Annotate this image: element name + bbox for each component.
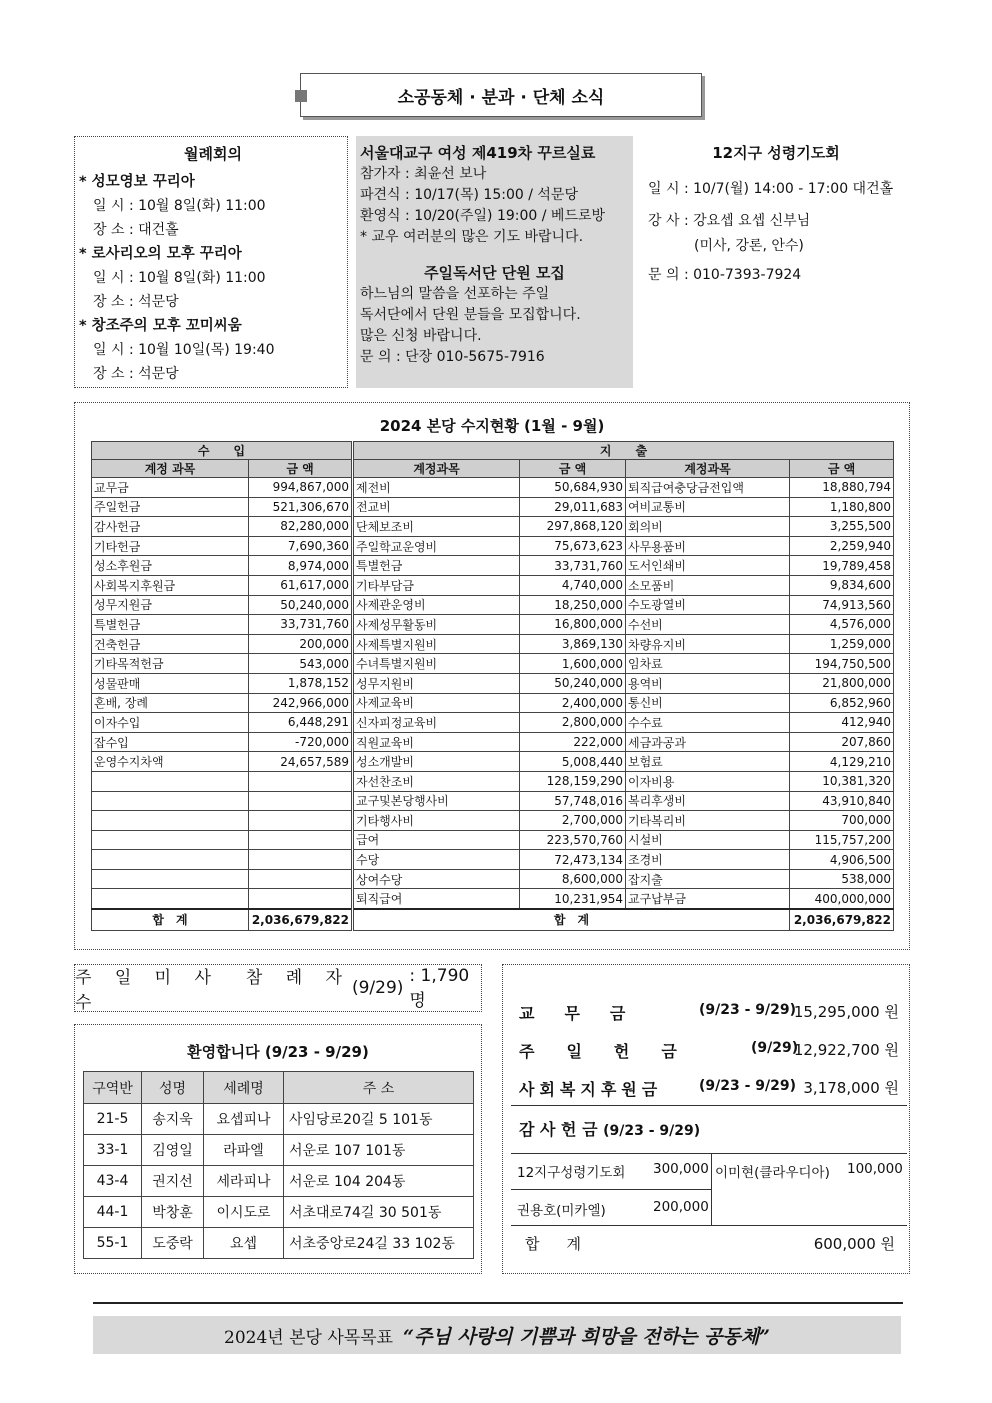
expense-account: 신자피정교육비 xyxy=(353,713,520,733)
gamsa-item-name: 권용호(미카엘) xyxy=(517,1203,606,1219)
expense-account: 소모품비 xyxy=(626,575,790,595)
table-row xyxy=(92,889,894,909)
income-account: 감사헌금 xyxy=(92,517,249,537)
income-account: 이자수입 xyxy=(92,713,249,733)
col-account: 계정 과목 xyxy=(92,460,249,478)
expense-account: 직원교육비 xyxy=(353,732,520,752)
income-amount: 1,878,152 xyxy=(249,673,353,693)
expense-account: 도서인쇄비 xyxy=(626,556,790,576)
expense-account: 단체보조비 xyxy=(353,517,520,537)
footer-banner xyxy=(93,1316,901,1354)
table-row xyxy=(92,752,894,772)
expense-account: 복리후생비 xyxy=(626,791,790,811)
expense-amount: 29,011,683 xyxy=(520,497,626,517)
expense-account: 회의비 xyxy=(626,517,790,537)
table-row xyxy=(92,811,894,831)
income-amount xyxy=(249,811,353,831)
footer-goal: “주님 사랑의 기쁨과 희망을 전하는 공동체” xyxy=(403,1325,770,1348)
income-amount: 6,448,291 xyxy=(249,713,353,733)
meeting-group-date: 일 시 : 10월 8일(화) 11:00 xyxy=(93,270,266,286)
meeting-group-place: 장 소 : 대건홀 xyxy=(93,222,179,238)
monthly-meeting-box xyxy=(74,136,348,388)
table-row xyxy=(92,771,894,791)
expense-account: 사제교육비 xyxy=(353,693,520,713)
juil-label: 주일헌금 xyxy=(519,1042,709,1061)
expense-amount: 19,789,458 xyxy=(790,556,894,576)
expense-amount: 50,684,930 xyxy=(520,478,626,498)
expense-amount: 1,600,000 xyxy=(520,654,626,674)
table-row xyxy=(84,1104,474,1135)
expense-amount: 400,000,000 xyxy=(790,889,894,909)
cursillo-line: 파견식 : 10/17(목) 15:00 / 석문당 xyxy=(360,187,578,203)
expense-amount: 2,400,000 xyxy=(520,693,626,713)
table-row xyxy=(92,575,894,595)
table-row xyxy=(92,517,894,537)
address-cell: 서운로 104 204동 xyxy=(284,1166,474,1197)
expense-amount: 412,940 xyxy=(790,713,894,733)
expense-account: 사무용품비 xyxy=(626,536,790,556)
expense-account: 임차료 xyxy=(626,654,790,674)
expense-amount: 700,000 xyxy=(790,811,894,831)
income-account: 기타헌금 xyxy=(92,536,249,556)
income-total-label: 합 계 xyxy=(92,909,249,931)
zone-cell: 44-1 xyxy=(84,1197,142,1228)
expense-amount: 5,008,440 xyxy=(520,752,626,772)
expense-amount: 16,800,000 xyxy=(520,615,626,635)
expense-amount: 21,800,000 xyxy=(790,673,894,693)
expense-account: 성소개발비 xyxy=(353,752,520,772)
gamsa-item-name: 이미현(클라우디아) xyxy=(715,1165,830,1181)
expense-amount: 207,860 xyxy=(790,732,894,752)
donations-box xyxy=(502,964,910,1274)
expense-account: 차량유지비 xyxy=(626,634,790,654)
income-account xyxy=(92,889,249,909)
baptism-cell: 세라피나 xyxy=(204,1166,284,1197)
meeting-group-place: 장 소 : 석문당 xyxy=(93,366,179,382)
expense-account: 기타복리비 xyxy=(626,811,790,831)
finance-box xyxy=(74,402,910,950)
expense-amount: 50,240,000 xyxy=(520,673,626,693)
income-amount: 994,867,000 xyxy=(249,478,353,498)
baptism-cell: 이시도로 xyxy=(204,1197,284,1228)
expense-header: 지 출 xyxy=(353,442,894,460)
gamsa-period: (9/23 - 9/29) xyxy=(603,1123,701,1139)
meeting-group-place: 장 소 : 석문당 xyxy=(93,294,179,310)
expense-account: 특별헌금 xyxy=(353,556,520,576)
attendance-box xyxy=(74,964,482,1012)
expense-amount: 538,000 xyxy=(790,869,894,889)
meeting-group-name: * 창조주의 모후 꼬미씨움 xyxy=(79,318,242,334)
section-header xyxy=(300,73,702,117)
expense-amount: 75,673,623 xyxy=(520,536,626,556)
expense-account: 주일학교운영비 xyxy=(353,536,520,556)
meeting-group-name: * 로사리오의 모후 꾸리아 xyxy=(79,246,242,262)
expense-total: 2,036,679,822 xyxy=(790,909,894,931)
expense-amount: 33,731,760 xyxy=(520,556,626,576)
income-total: 2,036,679,822 xyxy=(249,909,353,931)
income-account xyxy=(92,850,249,870)
name-cell: 김영일 xyxy=(142,1135,204,1166)
expense-amount: 72,473,134 xyxy=(520,850,626,870)
expense-amount: 6,852,960 xyxy=(790,693,894,713)
table-row xyxy=(84,1228,474,1259)
expense-amount: 74,913,560 xyxy=(790,595,894,615)
attendance-value: : 1,790 명 xyxy=(409,965,470,1011)
expense-account: 수당 xyxy=(353,850,520,870)
expense-account: 사제특별지원비 xyxy=(353,634,520,654)
expense-account: 자선찬조비 xyxy=(353,771,520,791)
expense-amount: 128,159,290 xyxy=(520,771,626,791)
table-row xyxy=(92,869,894,889)
gamsa-total-label: 합 계 xyxy=(525,1235,587,1253)
footer-line xyxy=(93,1302,903,1304)
income-account: 사회복지후원금 xyxy=(92,575,249,595)
name-cell: 도중락 xyxy=(142,1228,204,1259)
reader-line: 하느님의 말씀을 선포하는 주일 xyxy=(360,286,550,302)
divider xyxy=(711,1153,712,1225)
expense-account: 수수료 xyxy=(626,713,790,733)
divider xyxy=(511,1105,907,1106)
zone-cell: 43-4 xyxy=(84,1166,142,1197)
table-row xyxy=(92,830,894,850)
expense-amount: 222,000 xyxy=(520,732,626,752)
baptism-cell: 라파엘 xyxy=(204,1135,284,1166)
square-icon xyxy=(295,90,307,102)
income-account xyxy=(92,771,249,791)
gyomu-amount: 15,295,000 원 xyxy=(793,1003,899,1021)
expense-amount: 18,880,794 xyxy=(790,478,894,498)
expense-amount: 8,600,000 xyxy=(520,869,626,889)
col-zone: 구역반 xyxy=(84,1072,142,1104)
name-cell: 송지욱 xyxy=(142,1104,204,1135)
table-row xyxy=(84,1166,474,1197)
income-amount: 61,617,000 xyxy=(249,575,353,595)
finance-title: 2024 본당 수지현황 (1월 - 9월) xyxy=(379,417,605,435)
expense-account: 잡지출 xyxy=(626,869,790,889)
expense-account: 수선비 xyxy=(626,615,790,635)
income-amount xyxy=(249,771,353,791)
col-baptism: 세례명 xyxy=(204,1072,284,1104)
table-row xyxy=(92,713,894,733)
gamsa-item-amount: 300,000 xyxy=(653,1161,709,1177)
income-account: 운영수지차액 xyxy=(92,752,249,772)
income-amount: 543,000 xyxy=(249,654,353,674)
table-row xyxy=(92,615,894,635)
welcome-box xyxy=(74,1024,482,1274)
income-amount xyxy=(249,850,353,870)
income-account: 기타목적헌금 xyxy=(92,654,249,674)
expense-amount: 223,570,760 xyxy=(520,830,626,850)
reader-title: 주일독서단 단원 모집 xyxy=(424,264,565,282)
expense-account: 성무지원비 xyxy=(353,673,520,693)
gyomu-label: 교무금 xyxy=(519,1004,656,1023)
address-cell: 사임당로20길 5 101동 xyxy=(284,1104,474,1135)
income-amount: 33,731,760 xyxy=(249,615,353,635)
income-amount xyxy=(249,889,353,909)
income-amount: 82,280,000 xyxy=(249,517,353,537)
col-address: 주 소 xyxy=(284,1072,474,1104)
income-amount: -720,000 xyxy=(249,732,353,752)
table-row xyxy=(92,556,894,576)
prayer-speaker-detail: (미사, 강론, 안수) xyxy=(694,238,804,254)
table-row xyxy=(92,634,894,654)
col-amount: 금 액 xyxy=(249,460,353,478)
income-account: 잡수입 xyxy=(92,732,249,752)
table-row xyxy=(92,732,894,752)
income-amount: 7,690,360 xyxy=(249,536,353,556)
income-account: 건축헌금 xyxy=(92,634,249,654)
zone-cell: 21-5 xyxy=(84,1104,142,1135)
expense-amount: 9,834,600 xyxy=(790,575,894,595)
zone-cell: 55-1 xyxy=(84,1228,142,1259)
section-title: 소공동체 · 분과 · 단체 소식 xyxy=(397,87,605,108)
expense-amount: 1,180,800 xyxy=(790,497,894,517)
income-account xyxy=(92,791,249,811)
cursillo-line: 참가자 : 최윤선 보나 xyxy=(360,166,487,182)
expense-account: 기타행사비 xyxy=(353,811,520,831)
welcome-table xyxy=(83,1071,474,1259)
income-amount: 50,240,000 xyxy=(249,595,353,615)
income-account: 성무지원금 xyxy=(92,595,249,615)
table-row xyxy=(92,595,894,615)
welcome-title: 환영합니다 (9/23 - 9/29) xyxy=(187,1043,369,1061)
expense-amount: 10,381,320 xyxy=(790,771,894,791)
prayer-speaker: 강 사 : 강요셉 요셉 신부님 xyxy=(648,213,811,229)
name-cell: 박창훈 xyxy=(142,1197,204,1228)
reader-line: 독서단에서 단원 분들을 모집합니다. xyxy=(360,307,581,323)
prayer-date: 일 시 : 10/7(월) 14:00 - 17:00 대건홀 xyxy=(648,181,894,197)
reader-line: 문 의 : 단장 010-5675-7916 xyxy=(360,349,545,365)
table-row xyxy=(92,673,894,693)
expense-account: 조경비 xyxy=(626,850,790,870)
income-account: 특별헌금 xyxy=(92,615,249,635)
income-amount: 200,000 xyxy=(249,634,353,654)
expense-account: 보험료 xyxy=(626,752,790,772)
expense-amount: 297,868,120 xyxy=(520,517,626,537)
address-cell: 서초중앙로24길 33 102동 xyxy=(284,1228,474,1259)
expense-amount: 4,129,210 xyxy=(790,752,894,772)
expense-amount: 2,700,000 xyxy=(520,811,626,831)
expense-total-label: 합 계 xyxy=(353,909,790,931)
expense-account: 용역비 xyxy=(626,673,790,693)
expense-amount: 10,231,954 xyxy=(520,889,626,909)
gamsa-item-amount: 200,000 xyxy=(653,1199,709,1215)
expense-account: 수녀특별지원비 xyxy=(353,654,520,674)
table-row xyxy=(92,693,894,713)
income-amount xyxy=(249,791,353,811)
expense-account: 수도광열비 xyxy=(626,595,790,615)
gamsa-item-amount: 100,000 xyxy=(847,1161,903,1177)
baptism-cell: 요셉 xyxy=(204,1228,284,1259)
expense-amount: 43,910,840 xyxy=(790,791,894,811)
address-cell: 서운로 107 101동 xyxy=(284,1135,474,1166)
table-row xyxy=(84,1197,474,1228)
expense-account: 퇴직급여 xyxy=(353,889,520,909)
cursillo-title: 서울대교구 여성 제419차 꾸르실료 xyxy=(360,144,596,162)
expense-account: 교구및본당행사비 xyxy=(353,791,520,811)
gyomu-period: (9/23 - 9/29) xyxy=(699,1002,797,1018)
table-row xyxy=(92,791,894,811)
expense-amount: 4,576,000 xyxy=(790,615,894,635)
expense-account: 이자비용 xyxy=(626,771,790,791)
expense-amount: 57,748,016 xyxy=(520,791,626,811)
income-account: 주일헌금 xyxy=(92,497,249,517)
expense-account: 퇴직급여충당금전입액 xyxy=(626,478,790,498)
divider xyxy=(511,1225,907,1226)
expense-amount: 3,869,130 xyxy=(520,634,626,654)
col-amount: 금 액 xyxy=(790,460,894,478)
expense-account: 여비교통비 xyxy=(626,497,790,517)
social-amount: 3,178,000 원 xyxy=(803,1079,899,1097)
expense-account: 상여수당 xyxy=(353,869,520,889)
income-amount xyxy=(249,830,353,850)
finance-table xyxy=(91,441,894,931)
income-account xyxy=(92,869,249,889)
table-row xyxy=(92,654,894,674)
attendance-date: (9/29) xyxy=(351,978,404,998)
meeting-group-date: 일 시 : 10월 10일(목) 19:40 xyxy=(93,342,275,358)
expense-amount: 1,259,000 xyxy=(790,634,894,654)
income-account: 성물판매 xyxy=(92,673,249,693)
expense-amount: 18,250,000 xyxy=(520,595,626,615)
juil-period: (9/29) xyxy=(751,1040,799,1056)
income-header: 수 입 xyxy=(92,442,353,460)
zone-cell: 33-1 xyxy=(84,1135,142,1166)
divider xyxy=(511,1189,711,1190)
attendance-label: 주 일 미 사 참 례 자 수 xyxy=(75,968,351,1013)
col-account: 계정과목 xyxy=(353,460,520,478)
gamsa-item-name: 12지구성령기도회 xyxy=(517,1165,626,1181)
expense-account: 급여 xyxy=(353,830,520,850)
address-cell: 서초대로74길 30 501동 xyxy=(284,1197,474,1228)
expense-amount: 115,757,200 xyxy=(790,830,894,850)
footer-prefix: 2024년 본당 사목목표 xyxy=(224,1327,394,1348)
expense-account: 기타부담금 xyxy=(353,575,520,595)
gamsa-title xyxy=(519,1117,700,1140)
expense-account: 시설비 xyxy=(626,830,790,850)
income-account: 성소후원금 xyxy=(92,556,249,576)
expense-amount: 4,740,000 xyxy=(520,575,626,595)
meeting-group-name: * 성모영보 꾸리아 xyxy=(79,174,195,190)
income-amount: 8,974,000 xyxy=(249,556,353,576)
prayer-meeting-box xyxy=(642,136,910,306)
expense-amount: 4,906,500 xyxy=(790,850,894,870)
expense-account: 제전비 xyxy=(353,478,520,498)
juil-amount: 12,922,700 원 xyxy=(793,1041,899,1059)
cursillo-line: * 교우 여러분의 많은 기도 바랍니다. xyxy=(360,229,584,245)
table-row xyxy=(92,536,894,556)
expense-account: 교구납부금 xyxy=(626,889,790,909)
income-amount: 242,966,000 xyxy=(249,693,353,713)
social-period: (9/23 - 9/29) xyxy=(699,1078,797,1094)
prayer-contact: 문 의 : 010-7393-7924 xyxy=(648,267,802,283)
income-amount: 24,657,589 xyxy=(249,752,353,772)
expense-amount: 2,259,940 xyxy=(790,536,894,556)
col-amount: 금 액 xyxy=(520,460,626,478)
expense-amount: 3,255,500 xyxy=(790,517,894,537)
meeting-group-date: 일 시 : 10월 8일(화) 11:00 xyxy=(93,198,266,214)
juil-row xyxy=(519,1039,899,1062)
col-account: 계정과목 xyxy=(626,460,790,478)
income-account: 혼배, 장례 xyxy=(92,693,249,713)
table-row xyxy=(84,1135,474,1166)
gamsa-label: 감 사 헌 금 xyxy=(519,1120,598,1139)
meeting-title: 월례회의 xyxy=(184,145,242,163)
cursillo-line: 환영식 : 10/20(주일) 19:00 / 베드로방 xyxy=(360,208,606,224)
social-row xyxy=(519,1077,899,1100)
expense-account: 전교비 xyxy=(353,497,520,517)
social-label: 사회복지후원금 xyxy=(519,1080,663,1099)
table-row xyxy=(92,850,894,870)
gyomu-row xyxy=(519,1001,899,1024)
expense-account: 통신비 xyxy=(626,693,790,713)
gamsa-total: 600,000 원 xyxy=(813,1235,895,1253)
expense-account: 사제성무활동비 xyxy=(353,615,520,635)
expense-amount: 2,800,000 xyxy=(520,713,626,733)
divider xyxy=(511,1153,907,1154)
income-amount xyxy=(249,869,353,889)
cursillo-box xyxy=(356,136,633,388)
name-cell: 권지선 xyxy=(142,1166,204,1197)
table-row xyxy=(92,478,894,498)
expense-account: 사제관운영비 xyxy=(353,595,520,615)
income-account: 교무금 xyxy=(92,478,249,498)
income-account xyxy=(92,811,249,831)
prayer-title: 12지구 성령기도회 xyxy=(712,144,840,162)
reader-line: 많은 신청 바랍니다. xyxy=(360,328,482,344)
income-amount: 521,306,670 xyxy=(249,497,353,517)
table-row xyxy=(92,497,894,517)
income-account xyxy=(92,830,249,850)
expense-amount: 194,750,500 xyxy=(790,654,894,674)
expense-account: 세금과공과 xyxy=(626,732,790,752)
baptism-cell: 요셉피나 xyxy=(204,1104,284,1135)
col-name: 성명 xyxy=(142,1072,204,1104)
